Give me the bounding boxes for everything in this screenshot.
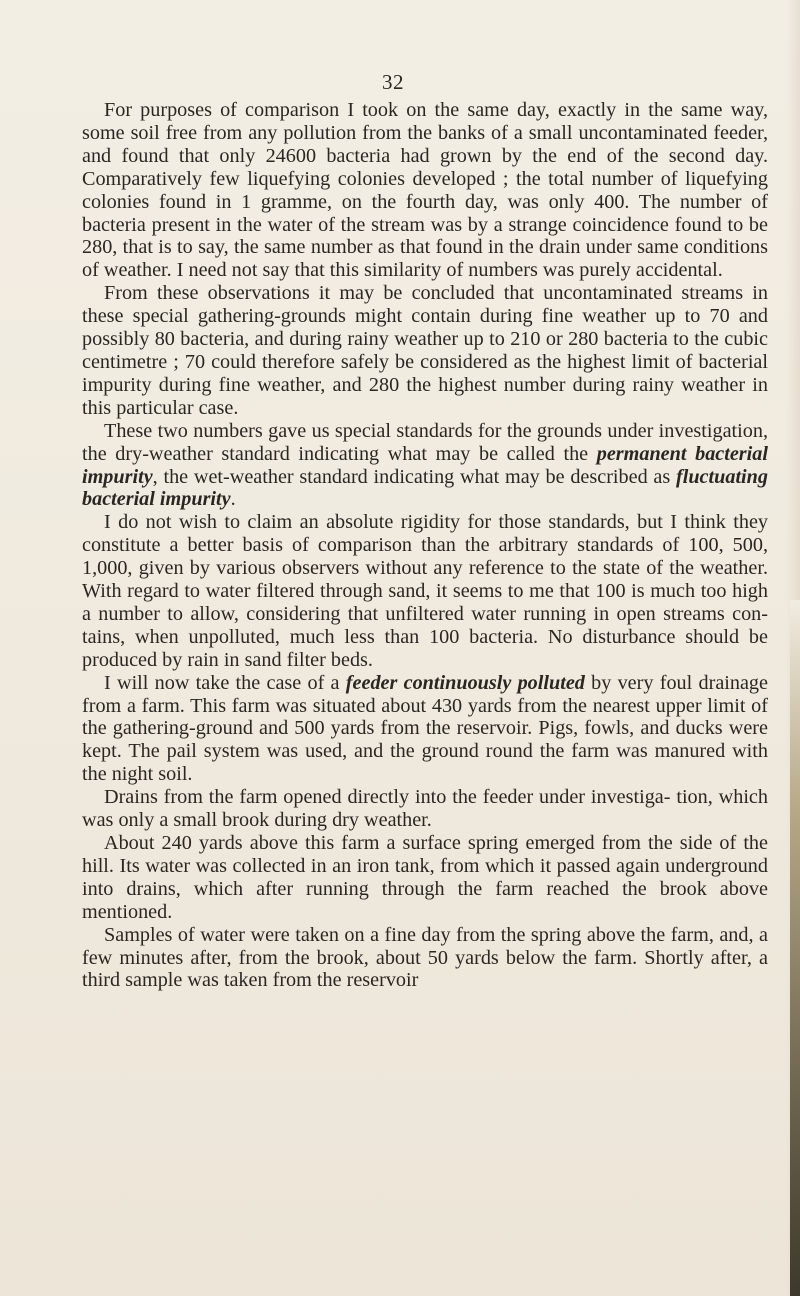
paragraph-4 [82,511,768,671]
text-segment: Drains from the farm opened directly into the feeder under investiga- tion, which was only a small brook during dry weather. [82,786,768,832]
text-segment: From these observations it may be concluded that uncontaminated streams in these special gathering-grounds might contain during fine weather up to 70 and possibly 80 bacteria, and during rainy weather up to 210 or 280 bacteria to the cubic centimetre ; 70 could therefore safely be considered as the highest limit of bacterial impurity during fine weather, and 280 the highest number during rainy weather in this particular case. [82,282,768,419]
paragraph-3 [82,420,768,512]
paragraph-5 [82,672,768,787]
paragraph-7 [82,832,768,924]
text-segment: , the wet-weather standard indicating what may be described as [152,465,676,488]
text-segment: I do not wish to claim an absolute rigidity for those standards, but I think they constitute a better basis of comparison than the arbitrary standards of 100, 500, 1,000, given by various observers without any reference to the state of the weather. With regard to water filtered through sand, it seems to me that 100 is much too high a number to allow, considering that unfiltered water running in open streams con- tains, when unpolluted, much less than 100 bacteria. No disturbance should be produced by rain in sand filter beds. [82,511,768,671]
paragraph-1 [82,99,768,282]
body-text [82,99,768,992]
text-segment: For purposes of comparison I took on the same day, exactly in the same way, some soil free from any pollution from the banks of a small uncontaminated feeder, and found that only 24600 bacteria had grown by the end of the second day. Comparatively few liquefying colonies developed ; the total number of liquefying colonies found in 1 gramme, on the fourth day, was only 400. The number of bacteria present in the water of the stream was by a strange coincidence found to be 280, that is to say, the same number as that found in the drain under same conditions of weather. I need not say that this similarity of numbers was purely accidental. [82,99,768,282]
text-segment: I will now take the case of a [104,671,346,694]
binding-edge [790,600,800,1296]
italic-term-permanent-impurity: permanent bacterial impurity [82,442,768,488]
italic-term-feeder-polluted: feeder continuously polluted [345,671,585,694]
paragraph-8 [82,924,768,993]
paragraph-6 [82,786,768,832]
page-number: 32 [382,70,404,94]
text-segment: . [230,488,236,511]
text-segment: Samples of water were taken on a fine day from the spring above the farm, and, a few minutes after, from the brook, about 50 yards below the farm. Shortly after, a third sample was taken from the reservoir [82,923,768,992]
text-segment: by very foul drainage from a farm. This farm was situated about 430 yards from the nearest upper limit of the gathering-ground and 500 yards from the reservoir. Pigs, fowls, and ducks were kept. The pail system was used, and the ground round the farm was manured with the night soil. [82,671,768,786]
italic-term-fluctuating-impurity: fluctuating bacterial impurity [82,465,768,511]
text-segment: About 240 yards above this farm a surface spring emerged from the side of the hill. Its water was collected in an iron tank, from which it passed again underground into drains, which after running through the farm reached the brook above mentioned. [82,832,768,923]
text-segment: These two numbers gave us special standards for the grounds under investigation, the dry-weather standard indicating what may be called the [82,419,768,465]
paragraph-2 [82,282,768,419]
